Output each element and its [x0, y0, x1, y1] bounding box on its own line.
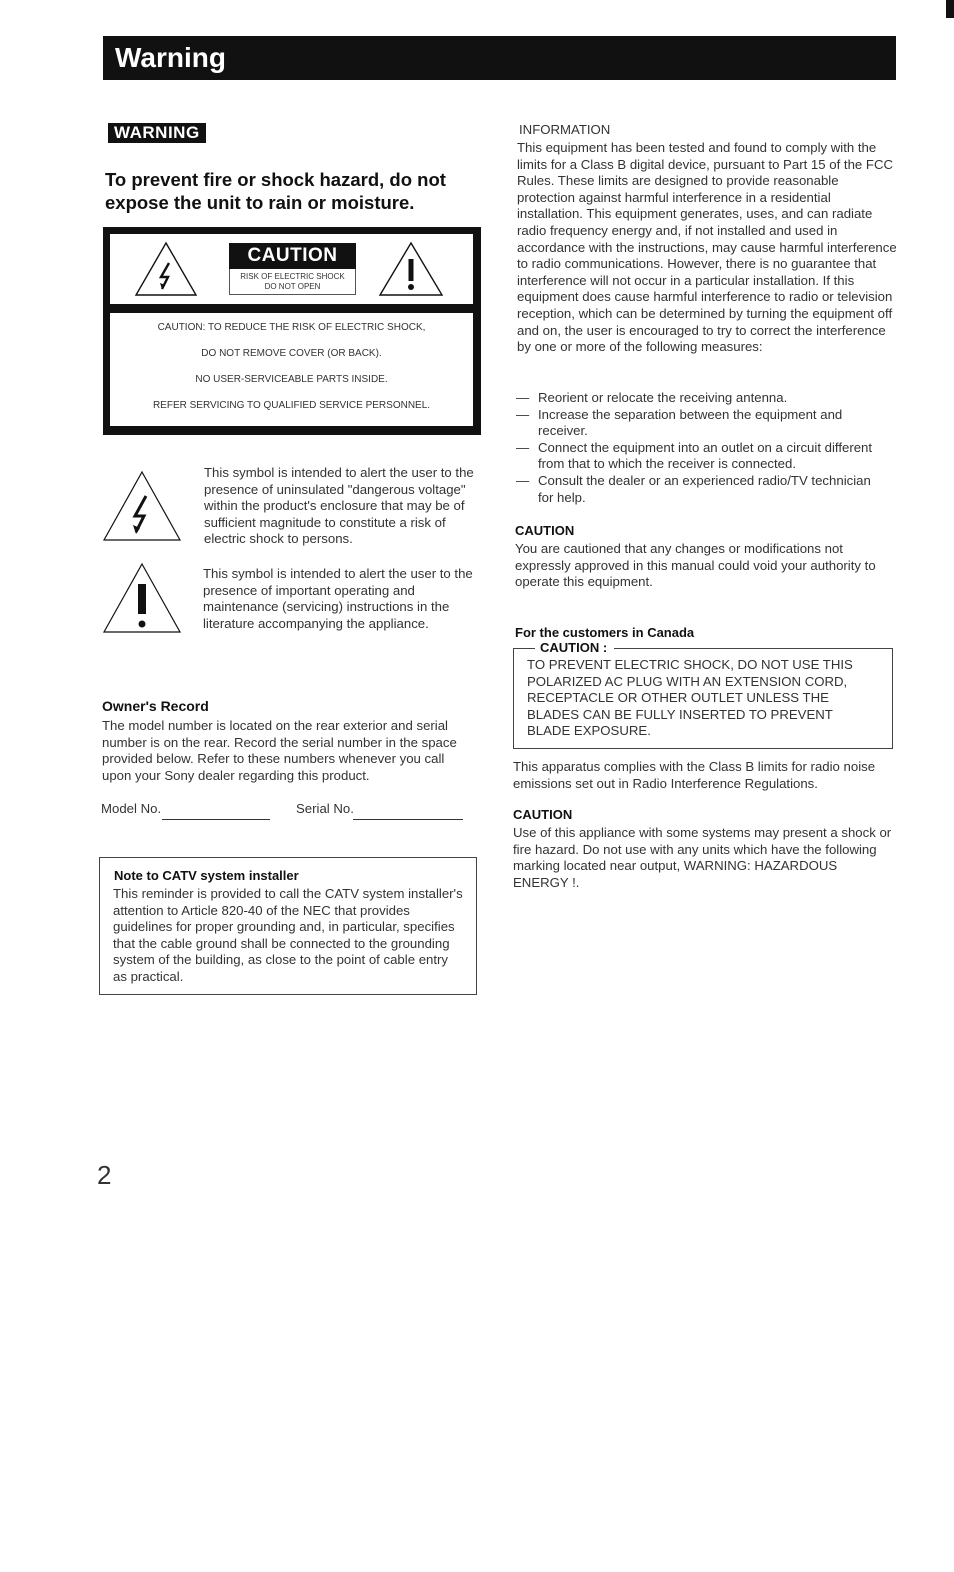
caution-line-2: DO NOT REMOVE COVER (OR BACK).: [201, 348, 382, 359]
canada-caution-label: CAUTION :: [537, 640, 610, 655]
caution-line-4: REFER SERVICING TO QUALIFIED SERVICE PERSONNEL.: [152, 400, 431, 411]
serial-number-label: Serial No.: [296, 801, 354, 816]
list-item: — Increase the separation between the equipment and receiver.: [516, 406, 843, 439]
measures-list: [516, 390, 886, 506]
caution-subtitle-line1: RISK OF ELECTRIC SHOCK: [240, 272, 345, 281]
exclamation-symbol-text: This symbol is intended to alert the user to the presence of important operating and maintenance (servicing) instructions in the literature accompanying the appliance.: [203, 566, 473, 631]
caution-text-2: Use of this appliance with some systems may present a shock or fire hazard. Do not use with any units which have the following marking located near output, WARNING: HAZARDOUS ENERGY !.: [513, 825, 892, 890]
model-number-line: [162, 819, 270, 820]
caution-title: CAUTION: [229, 243, 356, 269]
canada-box-top-right: [614, 648, 893, 649]
caution-heading-1: CAUTION: [515, 523, 575, 538]
list-item: — Consult the dealer or an experienced radio/TV technician for help.: [516, 472, 871, 505]
canada-box-top-left: [513, 648, 535, 649]
list-item: — Connect the equipment into an outlet on a circuit different from that to which the receiver is connected.: [516, 439, 873, 472]
canada-caution-text: TO PREVENT ELECTRIC SHOCK, DO NOT USE THIS POLARIZED AC PLUG WITH AN EXTENSION CORD, RECEPTACLE OR OTHER OUTLET UNLESS THE BLADES CAN BE FULLY INSERTED TO PREVENT BLADE EXPOSURE.: [527, 657, 853, 739]
caution-heading-2: CAUTION: [513, 807, 573, 822]
page-title: Warning: [103, 36, 896, 80]
list-item: — Reorient or relocate the receiving antenna.: [516, 390, 788, 405]
caution-text-1: You are cautioned that any changes or modifications not expressly approved in this manual could void your authority to operate this equipment.: [515, 541, 876, 590]
caution-line-3: NO USER-SERVICEABLE PARTS INSIDE.: [195, 374, 388, 385]
serial-number-line: [353, 819, 463, 820]
information-text: This equipment has been tested and found to comply with the limits for a Class B digital device, pursuant to Part 15 of the FCC Rules. These limits are designed to provide reasonable protection against harmful interference in a residential installation. This equipment generates, uses, and can radiate radio frequency energy and, if not installed and used in accordance with the instructions, may cause harmful interference to radio communications. However, there is no guarantee that interference will not occur in a particular installation. If this equipment does cause harmful interference to radio or television reception, which can be determined by turning the equipment off and on, the user is encouraged to try to correct the interference by one or more of the following measures:: [517, 140, 897, 355]
owners-record-heading: Owner's Record: [102, 698, 209, 714]
exclamation-symbol-icon: [102, 562, 182, 634]
catv-note-heading: Note to CATV system installer: [114, 868, 299, 883]
warning-tag: WARNING: [108, 123, 206, 143]
caution-line-1: CAUTION: TO REDUCE THE RISK OF ELECTRIC SHOCK,: [157, 322, 426, 333]
lightning-warning-icon: [134, 241, 198, 297]
exclamation-warning-icon: [378, 241, 444, 297]
canada-heading: For the customers in Canada: [515, 625, 695, 640]
headline: To prevent fire or shock hazard, do not expose the unit to rain or moisture.: [105, 169, 446, 213]
caution-subtitle-line2: DO NOT OPEN: [264, 282, 321, 291]
caution-subtitle: [229, 269, 356, 295]
information-heading: INFORMATION: [519, 122, 611, 137]
lightning-symbol-icon: [102, 470, 182, 542]
lightning-symbol-text: This symbol is intended to alert the user to the presence of uninsulated "dangerous voltage" within the product's enclosure that may be of sufficient magnitude to constitute a risk of electric shock to persons.: [204, 465, 474, 547]
owners-record-text: The model number is located on the rear exterior and serial number is on the rear. Record the serial number in the space provided below. Refer to these numbers whenever you call upon your Sony dealer regarding this product.: [102, 718, 457, 783]
edge-mark: [946, 0, 954, 18]
catv-note-text: This reminder is provided to call the CATV system installer's attention to Article 820-40 of the NEC that provides guidelines for proper grounding and, in particular, specifies that the cable ground shall be connected to the grounding system of the building, as close to the point of cable entry as practical.: [113, 886, 463, 984]
canada-compliance-text: This apparatus complies with the Class B limits for radio noise emissions set out in Radio Interference Regulations.: [513, 759, 876, 791]
page-number: 2: [97, 1160, 112, 1190]
model-number-label: Model No.: [101, 801, 162, 816]
